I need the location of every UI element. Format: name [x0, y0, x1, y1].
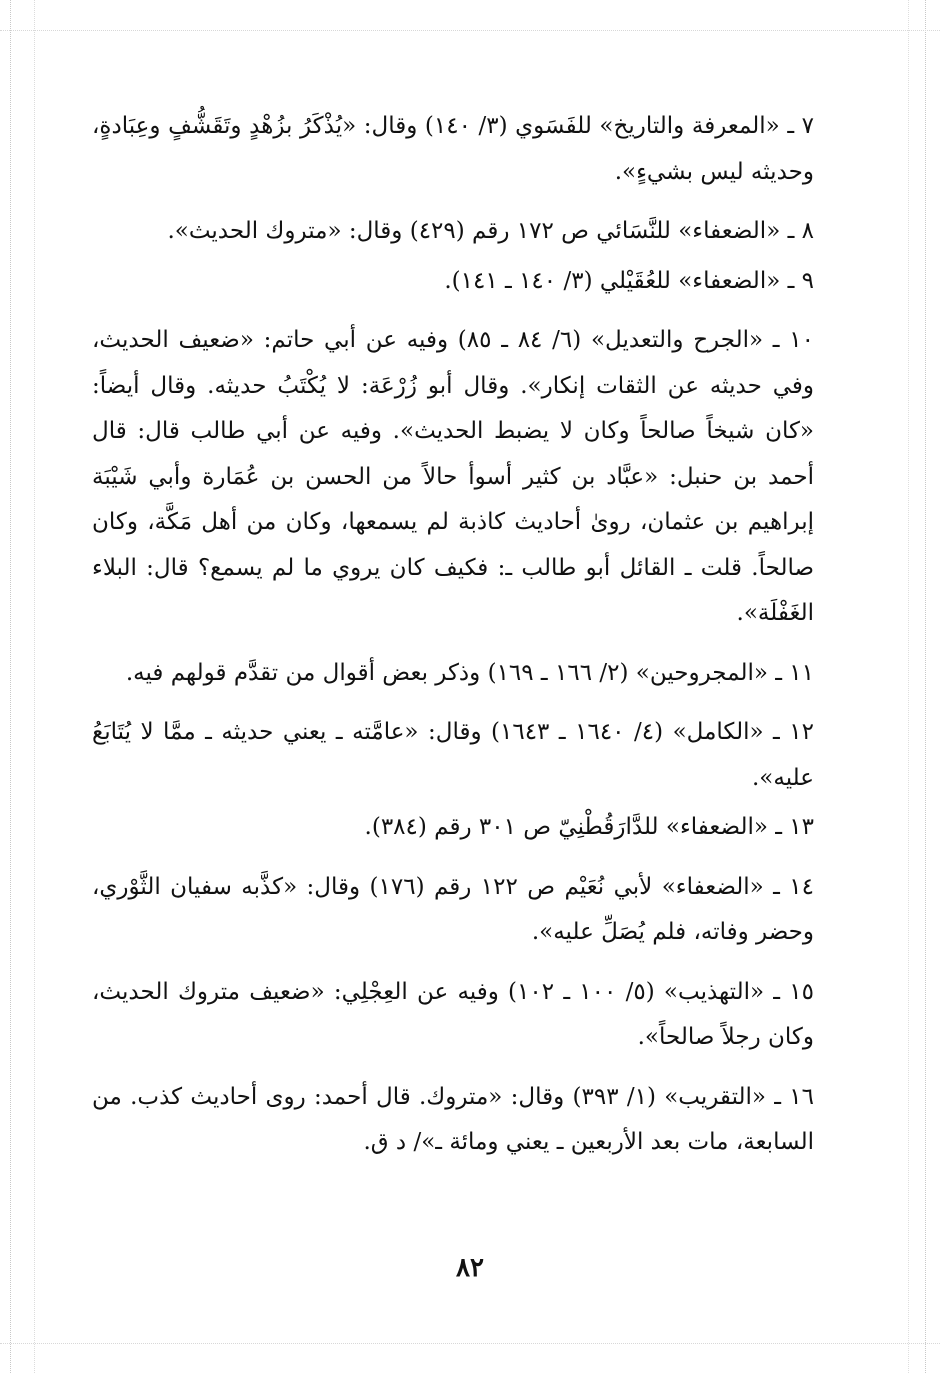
footnote-list — [92, 104, 814, 1180]
footnote-8: ٨ ـ «الضعفاء» للنَّسَائي ص ١٧٢ رقم (٤٢٩) وقال: «متروك الحديث». — [167, 218, 814, 244]
scan-edge-top — [0, 30, 940, 31]
footnote-13: ١٣ ـ «الضعفاء» للدَّارَقُطْنِيّ ص ٣٠١ رقم (٣٨٤). — [364, 814, 814, 840]
scan-edge-left-inner — [34, 0, 35, 1373]
scan-edge-bottom — [0, 1343, 940, 1344]
footnote-16: ١٦ ـ «التقريب» (١/ ٣٩٣) وقال: «متروك. قال أحمد: روى أحاديث كذب. من السابعة، مات بعد الأربعين ـ يعني ومائة ـ»/ د ق. — [92, 1083, 814, 1155]
footnote-14: ١٤ ـ «الضعفاء» لأبي نُعَيْم ص ١٢٢ رقم (١٧٦) وقال: «كذَّبه سفيان الثَّوْري، وحضر وفاته، فلم يُصَلِّ عليه». — [92, 873, 814, 945]
footnote-12: ١٢ ـ «الكامل» (٤/ ١٦٤٠ ـ ١٦٤٣) وقال: «عامَّته ـ يعني حديثه ـ ممَّا لا يُتَابَعُ عليه». — [92, 719, 814, 791]
page-number: ٨٢ — [456, 1253, 484, 1283]
footnote-7: ٧ ـ «المعرفة والتاريخ» للفَسَوي (٣/ ١٤٠) وقال: «يُذْكَرُ بزُهْدٍ وتَقَشُّفٍ وعِبَادةٍ، وحديثه ليس بشيءٍ». — [92, 113, 814, 185]
scan-edge-left — [10, 0, 11, 1373]
scan-edge-right — [925, 0, 926, 1373]
footnote-9: ٩ ـ «الضعفاء» للعُقَيْلي (٣/ ١٤٠ ـ ١٤١). — [444, 267, 814, 294]
footnote-10: ١٠ ـ «الجرح والتعديل» (٦/ ٨٤ ـ ٨٥) وفيه عن أبي حاتم: «ضعيف الحديث، وفي حديثه عن الثقات إنكار». وقال أبو زُرْعَة: لا يُكْتَبُ حديثه. وقال أيضاً: «كان شيخاً صالحاً وكان لا يضبط الحديث». وفيه عن أبي طالب قال: قال أحمد بن حنبل: «عبَّاد بن كثير أسوأ حالاً من الحسن بن عُمَارة وأبي شَيْبَة إبراهيم بن عثمان، روىٰ أحاديث كاذبة لم يسمعها، وكان من أهل مَكَّة، وكان صالحاً. قلت ـ القائل أبو طالب ـ: فكيف كان يروي ما لم يسمع؟ قال: البلاء الغَفْلَة». — [92, 327, 814, 626]
scan-edge-right-inner — [908, 0, 909, 1373]
footnote-15: ١٥ ـ «التهذيب» (٥/ ١٠٠ ـ ١٠٢) وفيه عن العِجْلِي: «ضعيف متروك الحديث، وكان رجلاً صالحاً». — [92, 978, 814, 1050]
footnote-11: ١١ ـ «المجروحين» (٢/ ١٦٦ ـ ١٦٩) وذكر بعض أقوال من تقدَّم قولهم فيه. — [125, 659, 814, 686]
